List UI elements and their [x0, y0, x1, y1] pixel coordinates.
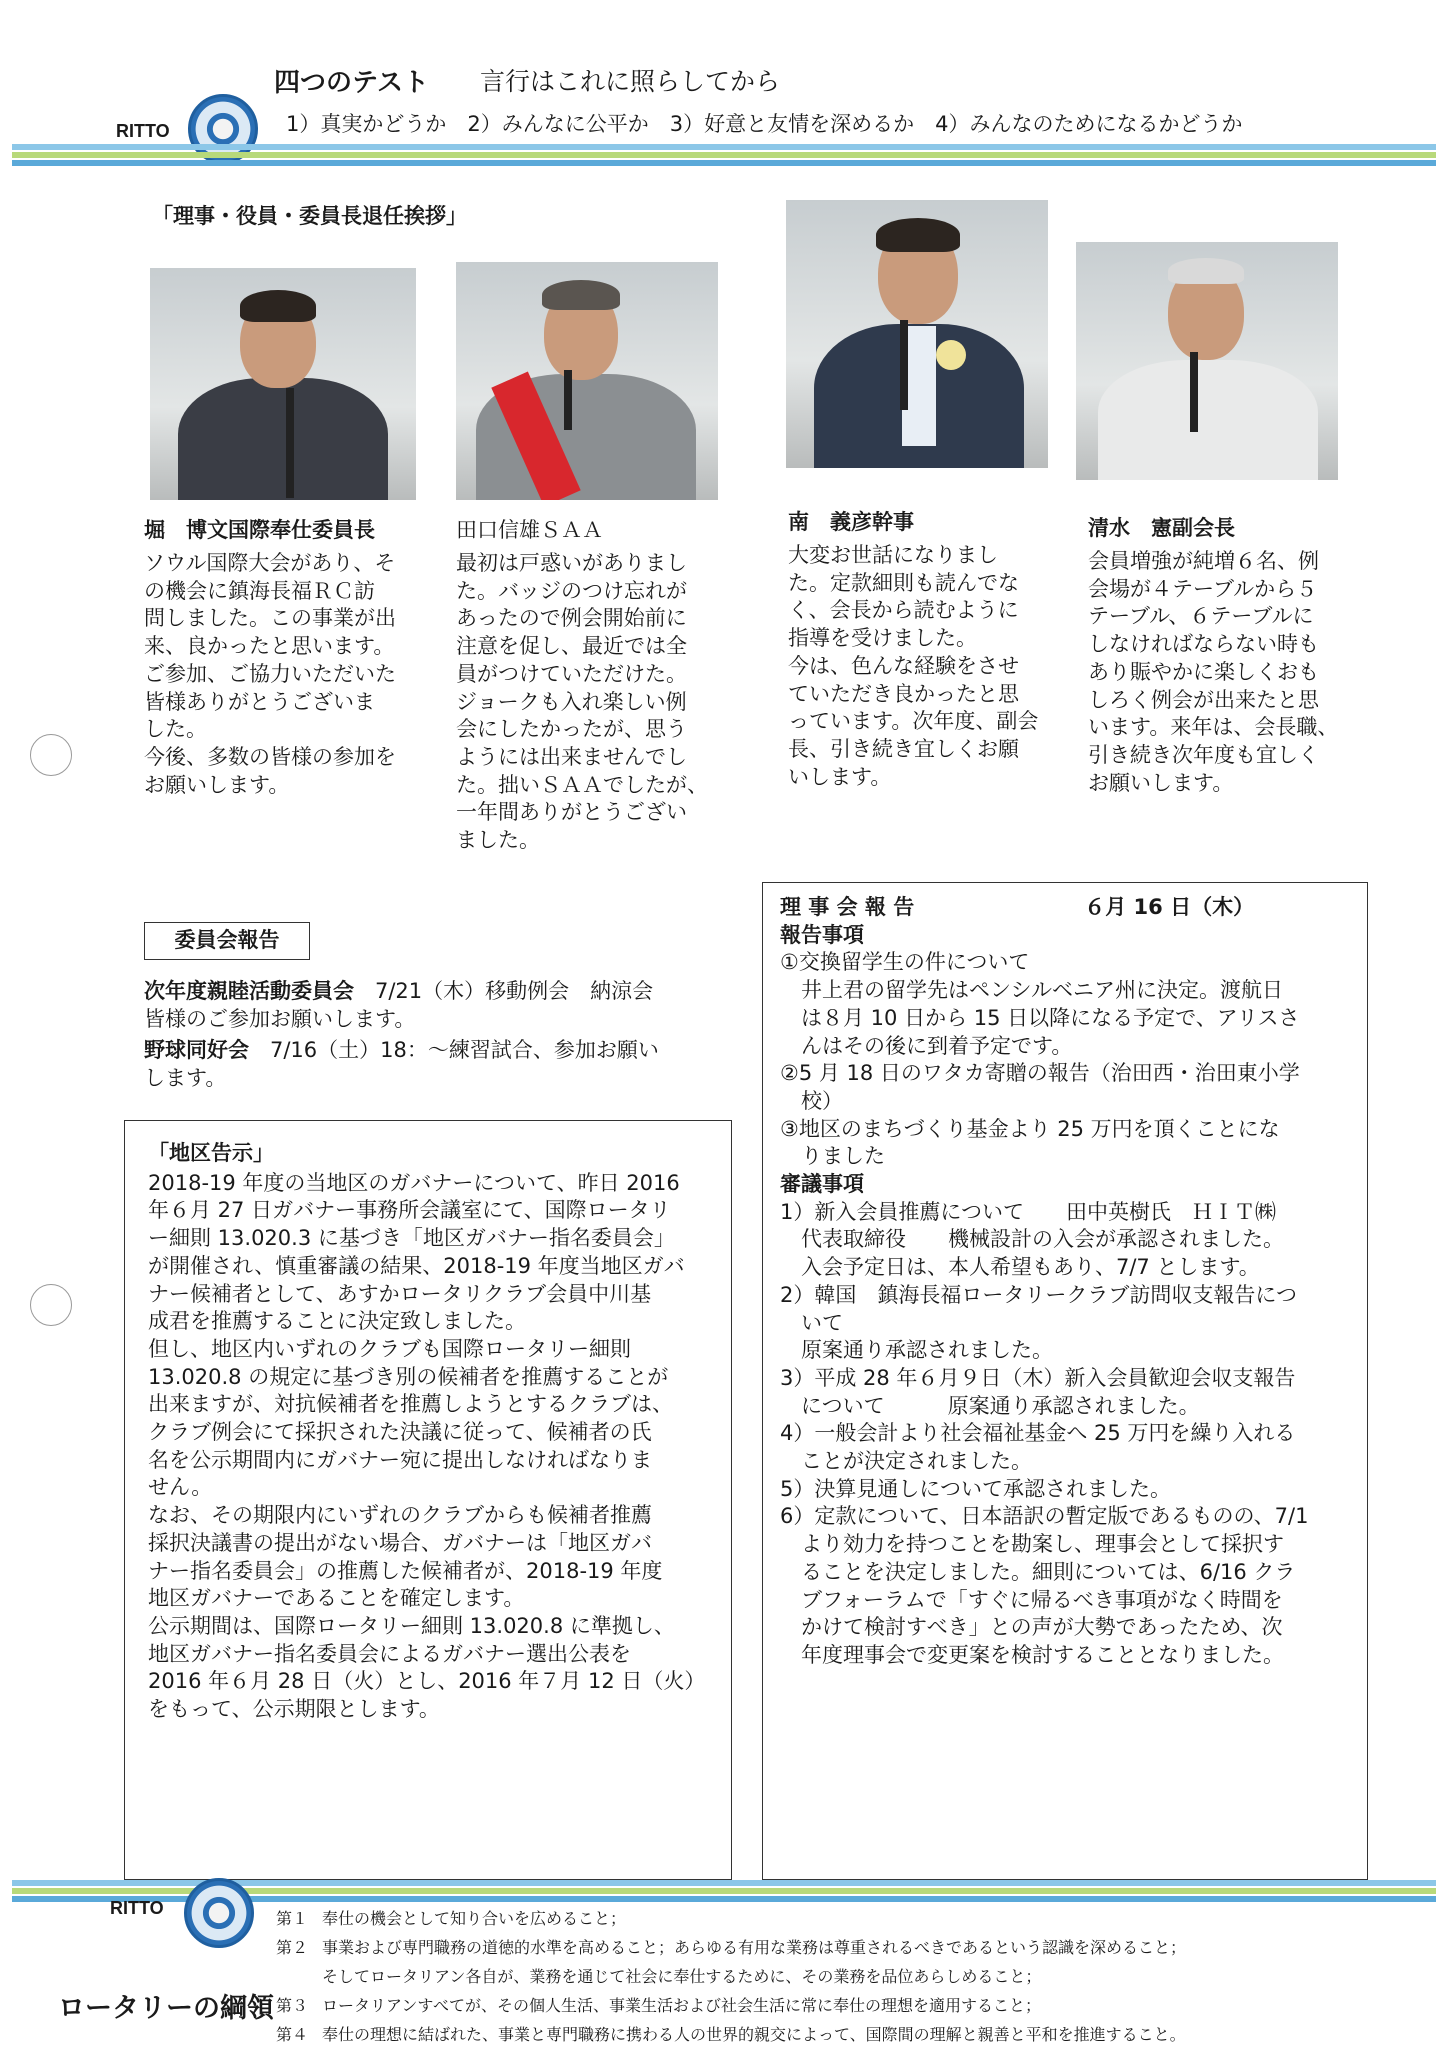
board-heading: 理 事 会 報 告 — [780, 895, 915, 919]
district-heading: 「地区告示」 — [148, 1141, 274, 1165]
four-way-test-subtitle: 言行はこれに照らしてから — [480, 67, 781, 96]
header-stripe — [12, 160, 1436, 166]
district-notice: 「地区告示」 2018-19 年度の当地区のガバナーについて、昨日 2016 年６月 27 日ガバナー事務所会議室にて、国際ロータリ ー細則 13.020.3 に基づき「地区ガバナー指名委員会」 が開催され、慎重審議の結果、2018-19 年度当地区ガバ ナー候補者として、あすかロータリクラブ会員中川基 成君を推薦することに決定致しました。 但し、地区内いずれのクラブも国際ロータリー細則 13.020.8 の規定に基づき別の候補者を推薦することが 出来ますが、対抗候補者を推薦しようとするクラブは、 クラブ例会にて採択された決議に従って、候補者の氏 名を公示期間内にガバナー宛に提出しなければなりま せん。 なお、その期限内にいずれのクラブからも候補者推薦 採択決議書の提出がない場合、ガバナーは「地区ガバ ナー指名委員会」の推薦した候補者が、2018-19 年度 地区ガバナーであることを確定します。 公示期間は、国際ロータリー細則 13.020.8 に準拠し、 地区ガバナー指名委員会によるガバナー選出公表を 2016 年６月 28 日（火）とし、2016 年７月 12 日（火） をもって、公示期限とします。 — [148, 1140, 728, 1724]
board-date: ６月 16 日（木） — [1084, 895, 1255, 919]
person-name: 清水 憲副会長 — [1088, 516, 1235, 540]
person-minami — [788, 506, 1078, 791]
object-of-rotary-title: ロータリーの綱領 — [58, 1993, 274, 2024]
committee-heading: 委員会報告 — [174, 928, 280, 952]
binder-hole-icon — [30, 734, 72, 776]
rotary-logo-icon — [184, 1878, 254, 1948]
binder-hole-icon — [30, 1284, 72, 1326]
board-report: 理 事 会 報 告 ６月 16 日（木） 報告事項 ①交換留学生の件について 井上君の留学先はペンシルベニア州に決定。渡航日 は８月 10 日から 15 日以降になる予定で、アリスさ んはその後に到着予定です。 ②5 月 18 日のワタカ寄贈の報告（治田西・治田東小学 校） ③地区のまちづくり基金より 25 万円を頂くことにな りました 審議事項 1）新入会員推薦について 田中英樹氏 ＨＩＴ㈱ 代表取締役 機械設計の入会が承認されました。 入会予定日は、本人希望もあり、7/7 とします。 2）韓国 鎮海長福ロータリークラブ訪問収支報告につ いて 原案通り承認されました。 3）平成 28 年６月９日（木）新入会員歓迎会収支報告 について 原案通り承認されました。 4）一般会計より社会福祉基金へ 25 万円を繰り入れる ことが決定されました。 5）決算見通しについて承認されました。 6）定款について、日本語訳の暫定版であるものの、7/1 より効力を持つことを勘案し、理事会として採択す ることを決定しました。細則については、6/16 クラ ブフォーラムで「すぐに帰るべき事項がなく時間を かけて検討すべき」との声が大勢であったため、次 年度理事会で変更案を検討することとなりました。 — [780, 895, 1309, 1667]
four-way-test-items: 1）真実かどうか 2）みんなに公平か 3）好意と友情を深めるか 4）みんなのためになるかどうか — [286, 112, 1243, 136]
person-taguchi — [456, 514, 746, 855]
person-comment: ソウル国際大会があり、そ の機会に鎮海長福ＲＣ訪 問しました。この事業が出 来、良かったと思います。 ご参加、ご協力いただいた 皆様ありがとうございま した。 今後、多数の皆様の参加を お願いします。 — [144, 551, 396, 797]
retirement-heading: 「理事・役員・委員長退任挨拶」 — [152, 204, 467, 228]
header-stripe — [12, 152, 1436, 158]
photo-minami — [786, 200, 1048, 468]
photo-taguchi — [456, 262, 718, 500]
person-comment: 会員増強が純増６名、例 会場が４テーブルから５ テーブル、６テーブルに しなければならない時も あり賑やかに楽しくおも しろく例会が出来たと思 います。来年は、会長職、 引き続き次年度も宜しく お願いします。 — [1088, 549, 1339, 795]
person-hori — [144, 514, 434, 799]
committee-heading-box — [144, 922, 310, 960]
photo-shimizu — [1076, 242, 1338, 480]
footer-club-name: RITTO — [110, 1898, 164, 1918]
person-name: 田口信雄ＳＡＡ — [456, 518, 603, 542]
photo-hori — [150, 268, 416, 500]
header-stripe — [12, 144, 1436, 150]
club-name: RITTO — [116, 121, 170, 141]
object-of-rotary-list: 第１ 奉仕の機会として知り合いを広めること； 第２ 事業および専門職務の道徳的水準を高めること；あらゆる有用な業務は尊重されるべきであるという認識を深めること； そしてロータリアン各自が、業務を通じて社会に奉仕するために、その業務を品位あらしめること； 第３ ロータリアンすべてが、その個人生活、事業生活および社会生活に常に奉仕の理想を適用すること； 第４ 奉仕の理想に結ばれた、事業と専門職務に携わる人の世界的親交によって、国際間の理解と親善と平和を推進すること。 — [276, 1909, 1187, 2044]
four-way-test-title: 四つのテスト — [274, 68, 429, 98]
committee-reports: 次年度親睦活動委員会 7/21（木）移動例会 納涼会 皆様のご参加お願いします。 野球同好会 7/16（土）18：～練習試合、参加お願い します。 — [144, 979, 659, 1091]
person-comment: 最初は戸惑いがありまし た。バッジのつけ忘れが あったので例会開始前に 注意を促し、最近では全 員がつけていただけた。 ジョークも入れ楽しい例 会にしたかったが、思う ようには出来ませんでし た。拙いＳＡＡでしたが、 一年間ありがとうござい ました。 — [456, 551, 708, 853]
person-name: 堀 博文国際奉仕委員長 — [144, 518, 375, 542]
person-shimizu — [1088, 512, 1378, 797]
person-name: 南 義彦幹事 — [788, 510, 914, 534]
person-comment: 大変お世話になりまし た。定款細則も読んでな く、会長から読むように 指導を受けました。 今は、色んな経験をさせ ていただき良かったと思 っています。次年度、副会 長、引き続き宜しくお願 いします。 — [788, 543, 1039, 789]
